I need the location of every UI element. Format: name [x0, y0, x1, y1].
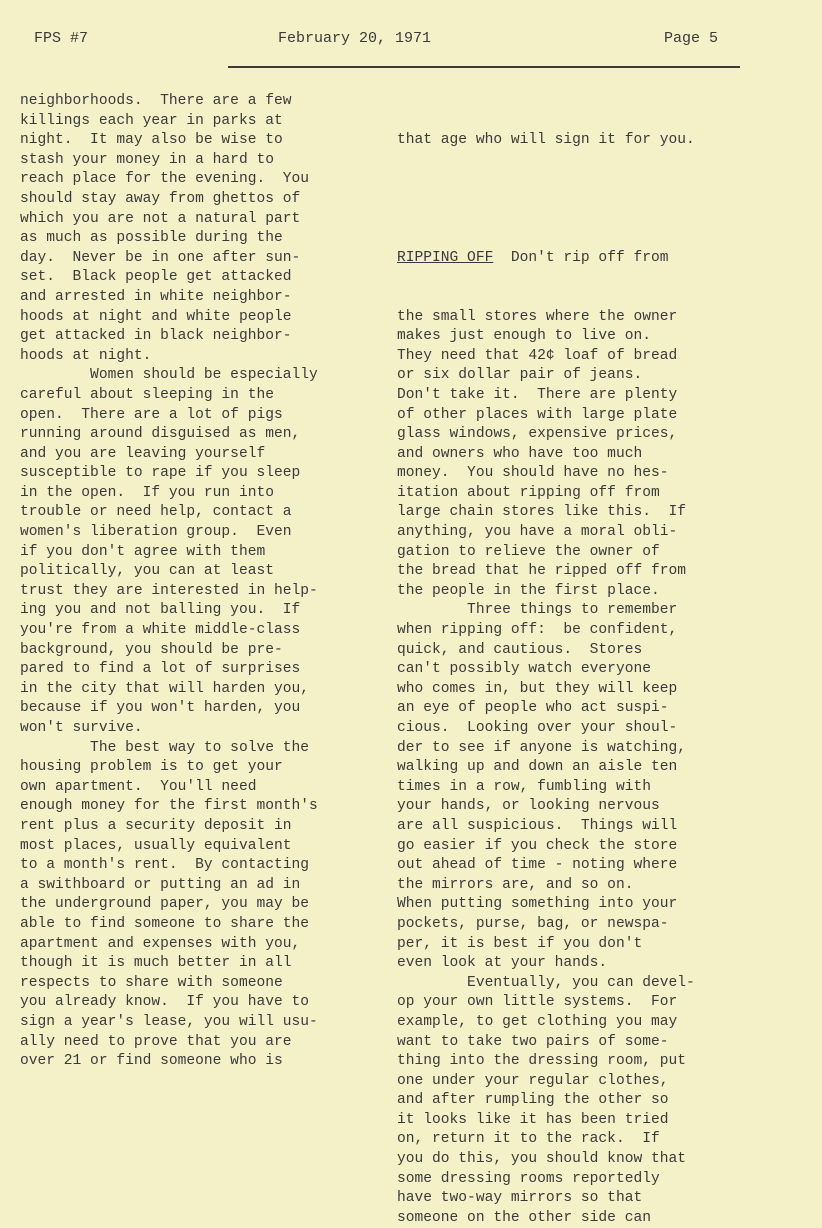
text-line: sign a year's lease, you will usu-: [20, 1013, 318, 1030]
text-line: killings each year in parks at: [20, 112, 283, 129]
text-line: most places, usually equivalent: [20, 837, 292, 854]
text-line: and after rumpling the other so: [397, 1092, 669, 1109]
text-line: your hands, or looking nervous: [397, 798, 660, 815]
text-line: if you don't agree with them: [20, 543, 266, 560]
text-line: won't survive.: [20, 720, 143, 736]
text-line: thing into the dressing room, put: [397, 1053, 687, 1070]
text-line: you're from a white middle-class: [20, 622, 301, 639]
text-line: night. It may also be wise to: [20, 132, 283, 149]
text-line: open. There are a lot of pigs: [20, 406, 283, 423]
text-line: able to find someone to share the: [20, 915, 310, 932]
text-line: times in a row, fumbling with: [397, 778, 651, 795]
text-line: the underground paper, you may be: [20, 896, 310, 913]
text-line: want to take two pairs of some-: [397, 1033, 669, 1050]
text-line: to a month's rent. By contacting: [20, 857, 310, 874]
text-line: The best way to solve the: [20, 739, 310, 756]
text-line: one under your regular clothes,: [397, 1072, 669, 1089]
text-line: the mirrors are, and so on.: [397, 876, 634, 893]
text-line: hoods at night.: [20, 347, 152, 364]
text-line: who comes in, but they will keep: [397, 680, 678, 697]
text-line: out ahead of time - noting where: [397, 857, 678, 874]
text-line: have two-way mirrors so that: [397, 1190, 643, 1207]
text-line: enough money for the first month's: [20, 798, 318, 815]
text-line: in the city that will harden you,: [20, 680, 310, 697]
text-line: pared to find a lot of surprises: [20, 661, 301, 678]
text-line: op your own little systems. For: [397, 994, 678, 1011]
left-column: [20, 92, 318, 1072]
text-line: an eye of people who act suspi-: [397, 700, 669, 717]
right-column: [397, 92, 695, 1226]
text-line: trust they are interested in help-: [20, 582, 318, 599]
text-line: the bread that he ripped off from: [397, 563, 687, 580]
text-line: Don't take it. There are plenty: [397, 386, 678, 403]
header-issue: FPS #7: [34, 30, 89, 47]
text-line: you already know. If you have to: [20, 994, 310, 1011]
text-line: as much as possible during the: [20, 230, 283, 247]
text-line: der to see if anyone is watching,: [397, 739, 687, 756]
text-line: running around disguised as men,: [20, 426, 301, 443]
text-line: are all suspicious. Things will: [397, 817, 678, 834]
text-line: the people in the first place.: [397, 582, 660, 599]
blank-line: [397, 190, 695, 210]
text-line: ing you and not balling you. If: [20, 602, 301, 619]
text-line: large chain stores like this. If: [397, 504, 687, 521]
text-line: Eventually, you can devel-: [397, 974, 695, 991]
text-line: that age who will sign it for you.: [397, 132, 695, 149]
text-line: example, to get clothing you may: [397, 1013, 678, 1030]
text-line: cious. Looking over your shoul-: [397, 720, 678, 736]
text-line: own apartment. You'll need: [20, 778, 257, 795]
section-heading-line: [397, 249, 695, 269]
section-heading: RIPPING OFF: [397, 249, 494, 266]
text-line: someone on the other side can: [397, 1209, 651, 1226]
text-line: susceptible to rape if you sleep: [20, 465, 301, 482]
text-line: per, it is best if you don't: [397, 935, 643, 952]
text-line: you do this, you should know that: [397, 1151, 687, 1168]
text-line: Three things to remember: [397, 602, 678, 619]
text-line: careful about sleeping in the: [20, 386, 274, 403]
text-line: quick, and cautious. Stores: [397, 641, 643, 658]
text-line: and owners who have too much: [397, 445, 643, 462]
text-line: background, you should be pre-: [20, 641, 283, 658]
text-line: a swithboard or putting an ad in: [20, 876, 301, 893]
text-line: women's liberation group. Even: [20, 524, 292, 541]
text-line: though it is much better in all: [20, 955, 292, 972]
text-line: apartment and expenses with you,: [20, 935, 301, 952]
text-line: even look at your hands.: [397, 955, 608, 972]
text-line: set. Black people get attacked: [20, 269, 292, 286]
text-line: hoods at night and white people: [20, 308, 292, 325]
header-date: February 20, 1971: [278, 30, 432, 47]
text-line: neighborhoods. There are a few: [20, 93, 292, 109]
text-line: walking up and down an aisle ten: [397, 759, 678, 776]
text-line: on, return it to the rack. If: [397, 1131, 660, 1148]
right-column-lines: [397, 308, 695, 1226]
text-line: day. Never be in one after sun-: [20, 249, 301, 266]
header-page-number: Page 5: [664, 30, 719, 47]
text-line: makes just enough to live on.: [397, 328, 651, 345]
text-line: ally need to prove that you are: [20, 1033, 292, 1050]
text-line: when ripping off: be confident,: [397, 622, 678, 639]
text-line: in the open. If you run into: [20, 484, 274, 501]
text-line: because if you won't harden, you: [20, 700, 301, 717]
text-line: can't possibly watch everyone: [397, 661, 651, 678]
text-line: anything, you have a moral obli-: [397, 524, 678, 541]
text-line: money. You should have no hes-: [397, 465, 669, 482]
header-rule: [228, 66, 740, 68]
text-line: go easier if you check the store: [397, 837, 678, 854]
text-line: the small stores where the owner: [397, 308, 678, 325]
text-line: trouble or need help, contact a: [20, 504, 292, 521]
text-line: which you are not a natural part: [20, 210, 301, 227]
text-line: over 21 or find someone who is: [20, 1053, 283, 1070]
text-line: Women should be especially: [20, 367, 318, 384]
text-line: When putting something into your: [397, 896, 678, 913]
text-line: reach place for the evening. You: [20, 171, 310, 188]
text-line: gation to relieve the owner of: [397, 543, 660, 560]
text-line: housing problem is to get your: [20, 759, 283, 776]
text-line: some dressing rooms reportedly: [397, 1170, 660, 1187]
text-line: it looks like it has been tried: [397, 1111, 669, 1128]
text-line: rent plus a security deposit in: [20, 817, 292, 834]
text-line: and you are leaving yourself: [20, 445, 266, 462]
text-line: or six dollar pair of jeans.: [397, 367, 643, 384]
text-line: get attacked in black neighbor-: [20, 328, 292, 345]
text-line: glass windows, expensive prices,: [397, 426, 678, 443]
text-line: itation about ripping off from: [397, 484, 660, 501]
text-line: stash your money in a hard to: [20, 151, 274, 168]
text-line: pockets, purse, bag, or newspa-: [397, 915, 669, 932]
text-line: of other places with large plate: [397, 406, 678, 423]
text-line: should stay away from ghettos of: [20, 190, 301, 207]
text-line: politically, you can at least: [20, 563, 274, 580]
text-line: Don't rip off from: [493, 249, 669, 266]
text-line: respects to share with someone: [20, 974, 283, 991]
text-line: and arrested in white neighbor-: [20, 288, 292, 305]
text-line: They need that 42¢ loaf of bread: [397, 347, 678, 364]
